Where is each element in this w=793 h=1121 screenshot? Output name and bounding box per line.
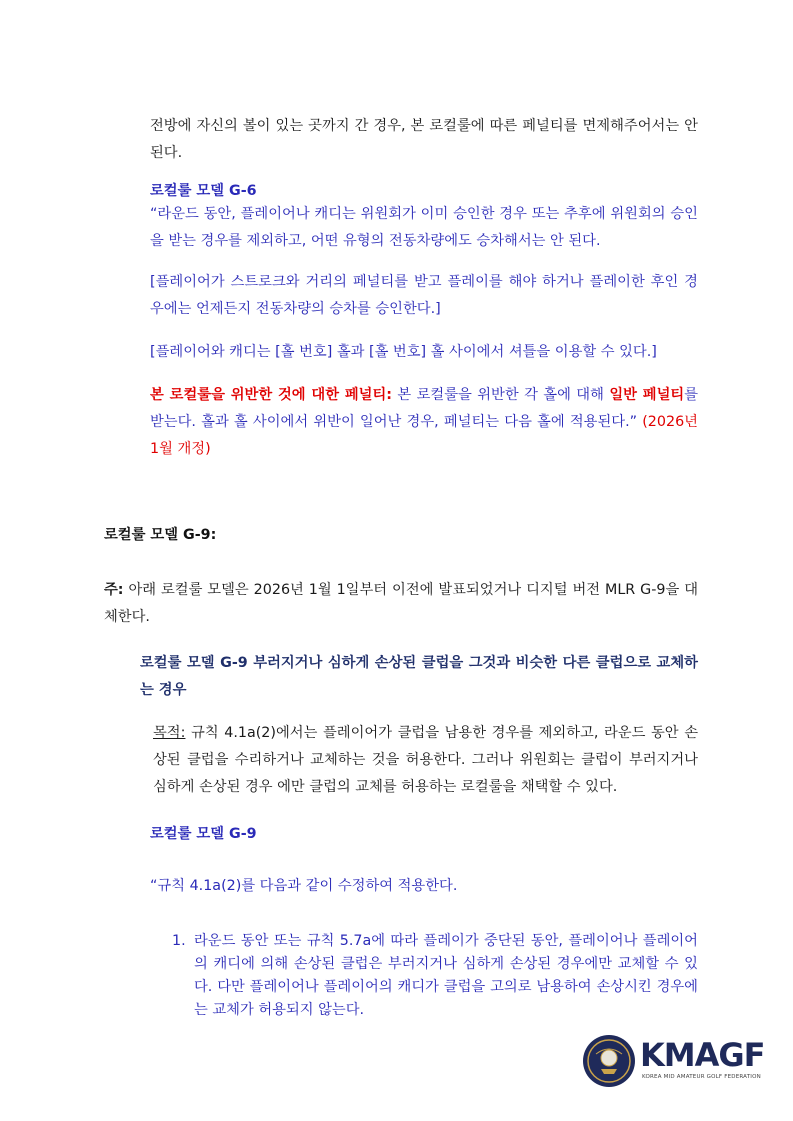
purpose-label: 목적: xyxy=(153,725,186,741)
g6-rule-text: “라운드 동안, 플레이어나 캐디는 위원회가 이미 승인한 경우 또는 추후에 위원회의 승인을 받는 경우를 제외하고, 어떤 유형의 전동차량에도 승차해서는 안 된다. xyxy=(150,206,698,249)
kmagf-logo xyxy=(582,1030,765,1090)
penalty-label: 본 로컬룰을 위반한 것에 대한 페널티: xyxy=(150,387,393,403)
kmagf-emblem-icon xyxy=(582,1034,636,1088)
logo-subtitle: KOREA MID AMATEUR GOLF FEDERATION xyxy=(642,1074,761,1080)
g9-model-heading: 로컬룰 모델 G-9 xyxy=(150,826,257,842)
logo-wordmark: KMAGF xyxy=(640,1036,765,1074)
g9-rule-list-item xyxy=(172,930,698,1026)
g6-heading: 로컬룰 모델 G-6 xyxy=(150,183,257,199)
g6-note-2: [플레이어와 캐디는 [홀 번호] 홀과 [홀 번호] 홀 사이에서 셔틀을 이용할 수 있다.] xyxy=(150,344,657,360)
penalty-text-2: 를 받는다. 홀과 홀 사이에서 위반이 일어난 경우, 페널티는 다음 홀에 적용된다.” xyxy=(150,387,699,430)
g9-section-heading: 로컬룰 모델 G-9 부러지거나 심하게 손상된 클럽을 그것과 비슷한 다른 클럽으로 교체하는 경우 xyxy=(140,655,698,698)
purpose-text: 규칙 4.1a(2)에서는 플레이어가 클럽을 남용한 경우를 제외하고, 라운드 동안 손상된 클럽을 수리하거나 교체하는 것을 허용한다. 그러나 위원회는 클럽이 부러지거나 심하게 손상된 경우 에만 클럽의 교체를 허용하는 로컬룰을 채택할 수 있다. xyxy=(153,725,698,795)
penalty-text-1: 본 로컬룰을 위반한 각 홀에 대해 xyxy=(392,387,610,403)
g9-title: 로컬룰 모델 G-9: xyxy=(104,527,217,543)
list-item-number: 1. xyxy=(172,933,186,949)
g6-note-1: [플레이어가 스트로크와 거리의 페널티를 받고 플레이를 해야 하거나 플레이한 후인 경우에는 언제든지 전동차량의 승차를 승인한다.] xyxy=(150,274,698,317)
revision-note: (2026년 1월 개정) xyxy=(150,414,698,457)
g6-penalty-paragraph xyxy=(150,382,698,463)
continuation-paragraph: 전방에 자신의 볼이 있는 곳까지 간 경우, 본 로컬룰에 따른 페널티를 면제해주어서는 안 된다. xyxy=(150,118,698,161)
note-label: 주: xyxy=(104,582,124,598)
note-text: 아래 로컬룰 모델은 2026년 1월 1일부터 이전에 발표되었거나 디지털 버전 MLR G-9을 대체한다. xyxy=(104,582,698,625)
note-paragraph xyxy=(104,577,698,631)
list-item-text: 라운드 동안 또는 규칙 5.7a에 따라 플레이가 중단된 동안, 플레이어나 플레이어의 캐디에 의해 손상된 클럽은 부러지거나 심하게 손상된 경우에만 교체할 수 있다. 다만 플레이어나 플레이어의 캐디가 클럽을 고의로 남용하여 손상시킨 경우에는 교체가 허용되지 않는다. xyxy=(194,933,698,1018)
g9-rule-intro: “규칙 4.1a(2)를 다음과 같이 수정하여 적용한다. xyxy=(150,878,458,894)
general-penalty-term: 일반 페널티 xyxy=(609,387,685,403)
purpose-paragraph xyxy=(153,720,698,801)
